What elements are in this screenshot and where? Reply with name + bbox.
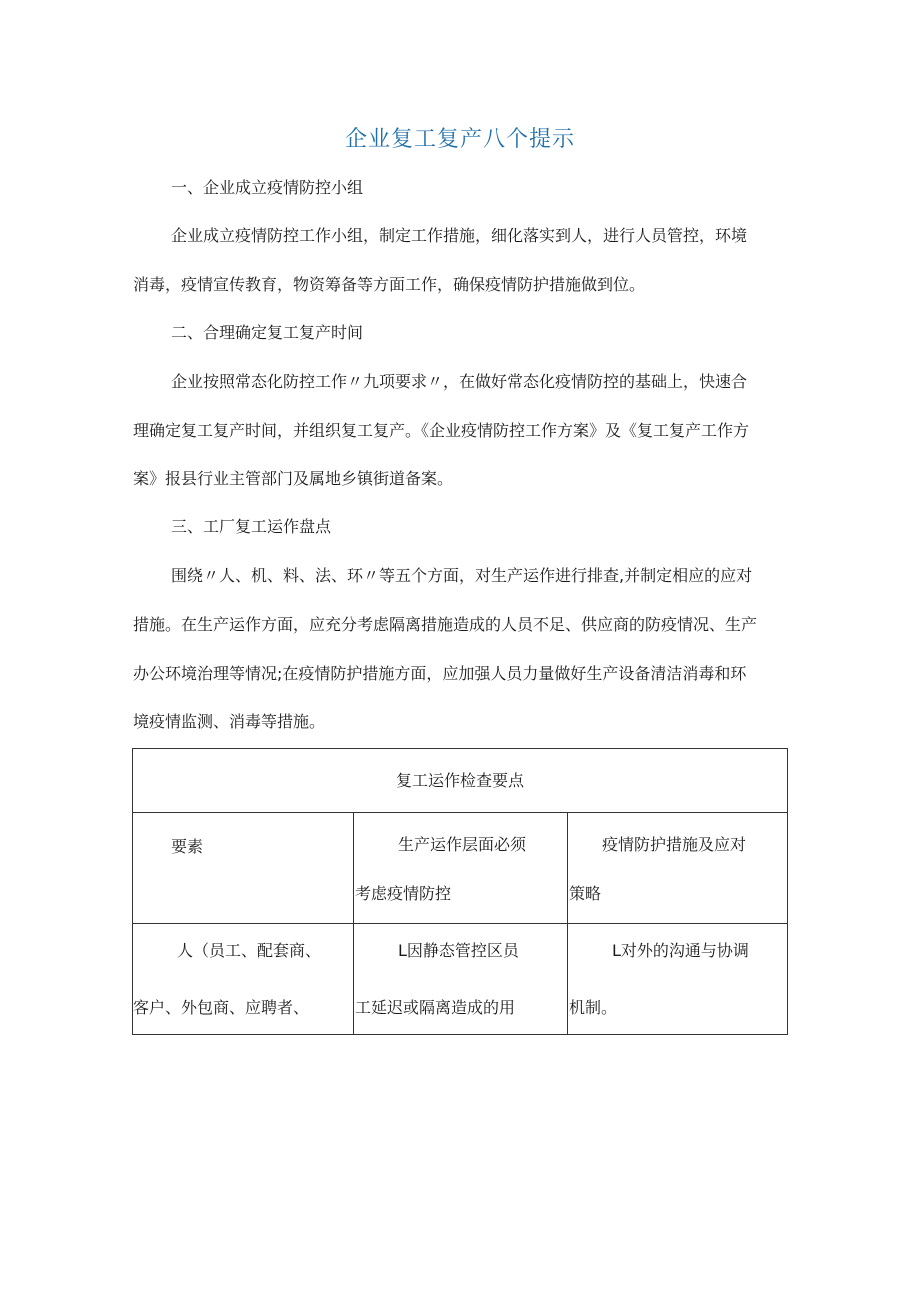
check-points-table — [132, 748, 788, 1035]
paragraph-line: 办公环境治理等情况;在疫情防护措施方面，应加强人员力量做好生产设备清洁消毒和环 — [133, 664, 747, 683]
cell-text: L对外的沟通与协调 — [612, 941, 749, 960]
section-heading-2: 二、合理确定复工复产时间 — [171, 323, 364, 342]
paragraph-line: 消毒，疫情宣传教育，物资筹备等方面工作，确保疫情防护措施做到位。 — [133, 275, 646, 294]
document-title: 企业复工复产八个提示 — [344, 127, 575, 152]
cell-text: 工延迟或隔离造成的用 — [355, 998, 516, 1017]
paragraph-line: 措施。在生产运作方面，应充分考虑隔离措施造成的人员不足、供应商的防疫情况、生产 — [133, 615, 758, 634]
table-row — [133, 924, 788, 1035]
header-text: 要素 — [171, 837, 204, 856]
paragraph-line: 围绕〃人、机、料、法、环〃等五个方面，对生产运作进行排查,并制定相应的应对 — [171, 566, 753, 585]
header-text: 生产运作层面必须 — [398, 835, 527, 854]
section-heading-1: 一、企业成立疫情防控小组 — [171, 178, 364, 197]
paragraph-line: 境疫情监测、消毒等措施。 — [133, 712, 326, 731]
paragraph-line: 理确定复工复产时间，并组织复工复产。《企业疫情防控工作方案》及《复工复产工作方 — [133, 421, 750, 440]
table-cell — [133, 924, 354, 1035]
cell-text: L因静态管控区员 — [398, 941, 519, 960]
paragraph-line: 企业成立疫情防控工作小组，制定工作措施，细化落实到人，进行人员管控，环境 — [171, 226, 748, 245]
section-heading-3: 三、工厂复工运作盘点 — [171, 517, 332, 536]
table-cell — [354, 924, 568, 1035]
cell-text: 人（员工、配套商、 — [177, 941, 322, 960]
paragraph-line: 案》报县行业主管部门及属地乡镇街道备案。 — [133, 469, 454, 488]
table-header-cell — [354, 813, 568, 924]
table-header-row — [133, 813, 788, 924]
header-text: 考虑疫情防控 — [355, 884, 452, 903]
table-title-row — [133, 749, 788, 813]
table-header-cell — [133, 813, 354, 924]
table-header-cell — [568, 813, 788, 924]
paragraph-line: 企业按照常态化防控工作〃九项要求〃，在做好常态化疫情防控的基础上，快速合 — [171, 372, 748, 391]
table-title: 复工运作检查要点 — [133, 749, 788, 813]
cell-text: 客户、外包商、应聘者、 — [133, 998, 310, 1017]
cell-text: 机制。 — [569, 998, 618, 1017]
table-cell — [568, 924, 788, 1035]
header-text: 策略 — [569, 884, 602, 903]
header-text: 疫情防护措施及应对 — [602, 835, 747, 854]
